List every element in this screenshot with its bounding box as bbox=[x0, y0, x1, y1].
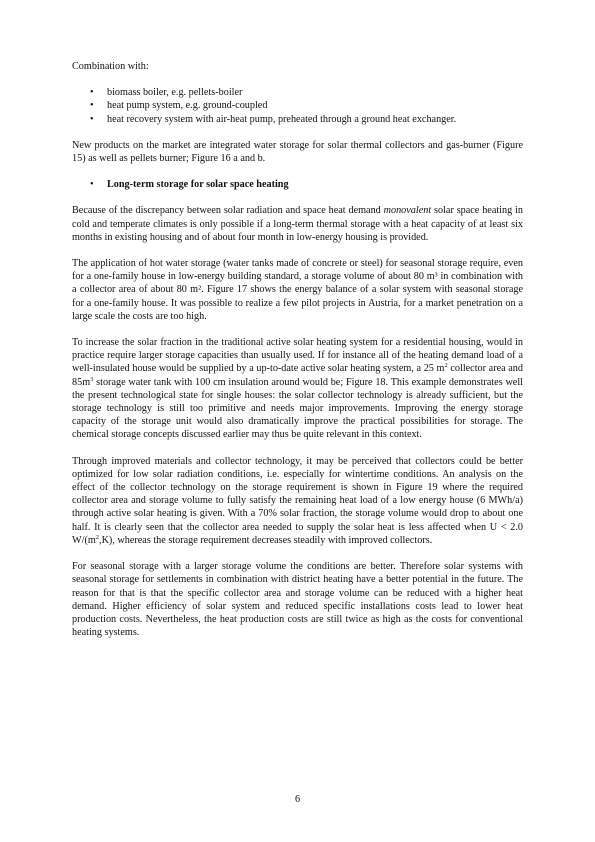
intro-text: Combination with: bbox=[72, 61, 149, 72]
text-run: ,K), whereas the storage requirement decreases steadily with improved collectors. bbox=[99, 534, 433, 546]
paragraph-seasonal: For seasonal storage with a larger storage volume the conditions are better. Therefore solar systems with seasonal storage for settlements in combination with district heating have a better potential in the future. The reason for that is that the specific collector area and storage volume can be reduced with a higher heat demand. Higher efficiency of solar system and reduced specific installations costs lead to lower heat production costs. Nevertheless, the heat production costs are still twice as high as the costs for conventional heating systems. bbox=[72, 561, 523, 639]
list-item bbox=[90, 99, 523, 112]
document-page bbox=[72, 60, 523, 652]
paragraph-through bbox=[72, 455, 523, 547]
paragraph-application: The application of hot water storage (water tanks made of concrete or steel) for seasonal storage require, even for a one-family house in low-energy building standard, a storage volume of about 80 m³ in combination with a collector area of about 80 m². Figure 17 shows the energy balance of a solar system with seasonal storage for a one-family house. It was possible to realize a few pilot projects in Austria, for a market penetration on a large scale the costs are too high. bbox=[72, 258, 523, 322]
superscript: 2 bbox=[444, 362, 448, 370]
text-run: Because of the discrepancy between solar radiation and space heat demand bbox=[72, 205, 384, 217]
bullet-icon: • bbox=[90, 87, 94, 99]
paragraph-new-products: New products on the market are integrated water storage for solar thermal collectors and gas-burner (Figure 15) as well as pellets burner; Figure 16 a and b. bbox=[72, 139, 523, 165]
superscript: 2 bbox=[95, 533, 100, 541]
text-run: storage water tank with 100 cm insulation around would be; Figure 18. This example demonstrates well the present technological state for single houses: the solar collector technology is already sufficient, but the storage technology is still too primitive and needs major improvements. Improving the energy storage capacity of the storage unit would also dramatically improve the practical possibilities for storage. The chemical storage concepts discussed earlier may thus be quite relevant in this context. bbox=[72, 376, 523, 441]
section-heading-item bbox=[90, 178, 523, 191]
text-run: Through improved materials and collector technology, it may be perceived that collectors could be better optimized for low solar radiation conditions, i.e. especially for wintertime conditions. An analysis on the effect of the collector technology on the storage requirement is shown in Figure 19 where the required collector area and storage volume to fully satisfy the remaining heat load of a low energy house (6 MWh/a) through active solar heating is given. With a 70% solar fraction, the storage volume would drop to about one half. It is clearly seen that the collector area needed to supply the solar heat is less affected when U < 2.0 W/(m bbox=[72, 455, 523, 546]
bullet-icon: • bbox=[90, 100, 94, 112]
emphasis-text: monovalent bbox=[383, 205, 432, 217]
paragraph-discrepancy bbox=[72, 204, 523, 244]
list-item bbox=[90, 86, 523, 99]
section-heading: Long-term storage for solar space heating bbox=[107, 179, 289, 191]
bullet-icon: • bbox=[90, 179, 94, 191]
list-item-text: biomass boiler, e.g. pellets-boiler bbox=[107, 87, 243, 99]
superscript: 3 bbox=[90, 375, 94, 383]
page-number: 6 bbox=[294, 794, 301, 805]
bullet-icon: • bbox=[90, 113, 94, 125]
text-run: To increase the solar fraction in the traditional active solar heating system for a residential housing, would in practice require larger storage capacities than usually used. If for instance all of the heating demand load of a well-insulated house would be supplied by a up-to-date active solar heating system, a 25 m bbox=[72, 337, 523, 375]
combination-list bbox=[72, 86, 523, 126]
section-heading-list bbox=[72, 178, 523, 191]
text-run: solar space heating in cold and temperate climates is only possible if a long-term thermal storage with a heat capacity of at least six months in existing housing and of about four month in low-energy housing is provided. bbox=[72, 205, 523, 243]
list-item-text: heat recovery system with air-heat pump, preheated through a ground heat exchanger. bbox=[107, 113, 457, 125]
list-item bbox=[90, 113, 523, 126]
paragraph-increase bbox=[72, 336, 523, 442]
text-run: collector area and 85m bbox=[72, 363, 523, 388]
list-item-text: heat pump system, e.g. ground-coupled bbox=[107, 100, 268, 112]
